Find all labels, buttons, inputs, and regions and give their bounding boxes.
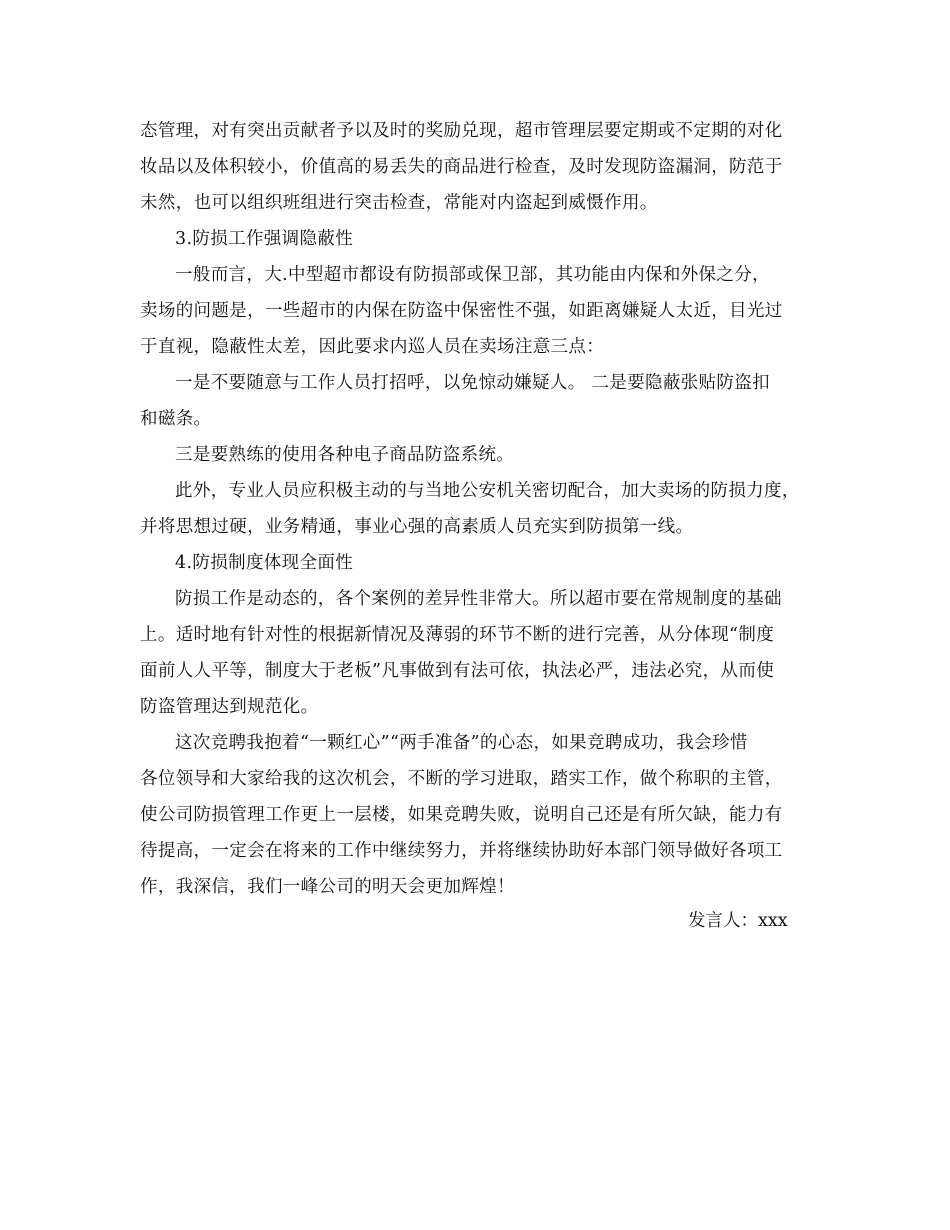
text-line: 卖场的问题是，一些超市的内保在防盗中保密性不强，如距离嫌疑人太近，目光过 <box>140 301 783 321</box>
text-line: 三是要熟练的使用各种电子商品防盗系统。 <box>175 445 515 465</box>
text-line: 一是不要随意与工作人员打招呼，以免惊动嫌疑人。 二是要隐蔽张贴防盗扣 <box>175 373 770 393</box>
text-line: 于直视，隐蔽性太差，因此要求内巡人员在卖场注意三点： <box>140 337 605 357</box>
text-line: 防损工作是动态的，各个案例的差异性非常大。所以超市要在常规制度的基础 <box>175 589 782 609</box>
text-line: 防盗管理达到规范化。 <box>140 697 319 717</box>
text-line: 此外，专业人员应积极主动的与当地公安机关密切配合，加大卖场的防损力度， <box>175 481 800 501</box>
text-line: 这次竞聘我抱着“一颗红心”“两手准备”的心态，如果竞聘成功，我会珍惜 <box>175 733 748 753</box>
text-line: 和磁条。 <box>140 409 212 429</box>
text-line: 妆品以及体积较小，价值高的易丢失的商品进行检查，及时发现防盗漏洞，防范于 <box>140 157 783 177</box>
text-line: 各位领导和大家给我的这次机会，不断的学习进取，踏实工作，做个称职的主管， <box>140 769 783 789</box>
text-line: 待提高，一定会在将来的工作中继续努力，并将继续协助好本部门领导做好各项工 <box>140 841 783 861</box>
text-line: 并将思想过硬，业务精通，事业心强的高素质人员充实到防损第一线。 <box>140 517 694 537</box>
text-line: 一般而言，大.中型超市都设有防损部或保卫部，其功能由内保和外保之分， <box>175 265 770 285</box>
text-line: 未然，也可以组织班组进行突击检查，常能对内盗起到威慑作用。 <box>140 193 658 213</box>
section-heading: 4.防损制度体现全面性 <box>175 553 354 573</box>
text-line: 态管理，对有突出贡献者予以及时的奖励兑现，超市管理层要定期或不定期的对化 <box>140 121 783 141</box>
text-line: 使公司防损管理工作更上一层楼，如果竞聘失败，说明自己还是有所欠缺，能力有 <box>140 805 783 825</box>
text-line: 上。适时地有针对性的根据新情况及薄弱的环节不断的进行完善，从分体现“制度 <box>140 625 775 645</box>
text-line: 面前人人平等，制度大于老板”凡事做到有法可依，执法必严，违法必究，从而使 <box>140 661 775 681</box>
signature: 发言人：xxx <box>688 911 788 931</box>
text-line: 作，我深信，我们一峰公司的明天会更加辉煌！ <box>140 877 515 897</box>
section-heading: 3.防损工作强调隐蔽性 <box>175 229 354 249</box>
